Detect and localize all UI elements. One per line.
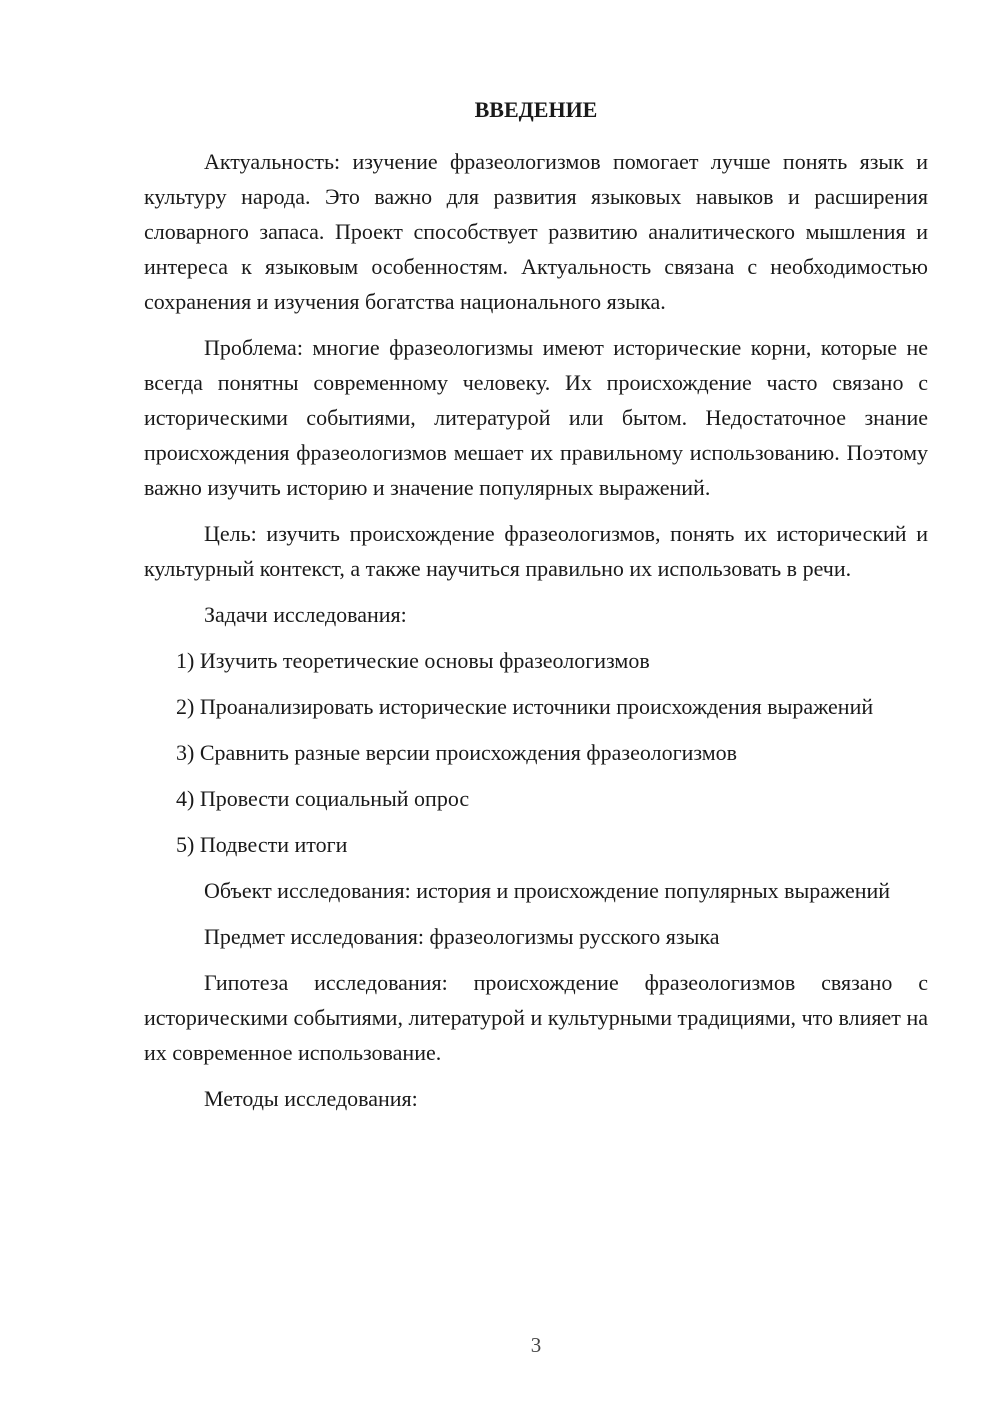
goal-paragraph: Цель: изучить происхождение фразеологизмов, понять их исторический и культурный контекст, а также научиться правильно их использовать в речи. xyxy=(144,521,928,581)
section-title: ВВЕДЕНИЕ xyxy=(474,97,598,122)
methods-heading: Методы исследования: xyxy=(204,1086,418,1111)
problem-paragraph: Проблема: многие фразеологизмы имеют исторические корни, которые не всегда понятны современному человеку. Их происхождение часто связано с историческими событиями, литературой или бытом. Недостаточное знание происхождения фразеологизмов мешает их правильному использованию. Поэтому важно изучить историю и значение популярных выражений. xyxy=(144,335,928,500)
document-page xyxy=(144,92,928,1127)
task-item-4: 4) Провести социальный опрос xyxy=(176,786,470,811)
task-item-3: 3) Сравнить разные версии происхождения фразеологизмов xyxy=(176,740,738,765)
page-number: 3 xyxy=(530,1333,542,1357)
task-item-5: 5) Подвести итоги xyxy=(176,832,348,857)
relevance-paragraph: Актуальность: изучение фразеологизмов помогает лучше понять язык и культуру народа. Это важно для развития языковых навыков и расширения словарного запаса. Проект способствует развитию аналитического мышления и интереса к языковым особенностям. Актуальность связана с необходимостью сохранения и изучения богатства национального языка. xyxy=(144,149,928,314)
object-paragraph: Объект исследования: история и происхождение популярных выражений xyxy=(204,878,891,903)
hypothesis-paragraph: Гипотеза исследования: происхождение фразеологизмов связано с историческими событиями, литературой и культурными традициями, что влияет на их современное использование. xyxy=(144,970,928,1065)
task-item-1: 1) Изучить теоретические основы фразеологизмов xyxy=(176,648,650,673)
subject-paragraph: Предмет исследования: фразеологизмы русского языка xyxy=(204,924,720,949)
task-item-2: 2) Проанализировать исторические источники происхождения выражений xyxy=(176,694,874,719)
tasks-heading: Задачи исследования: xyxy=(204,602,407,627)
